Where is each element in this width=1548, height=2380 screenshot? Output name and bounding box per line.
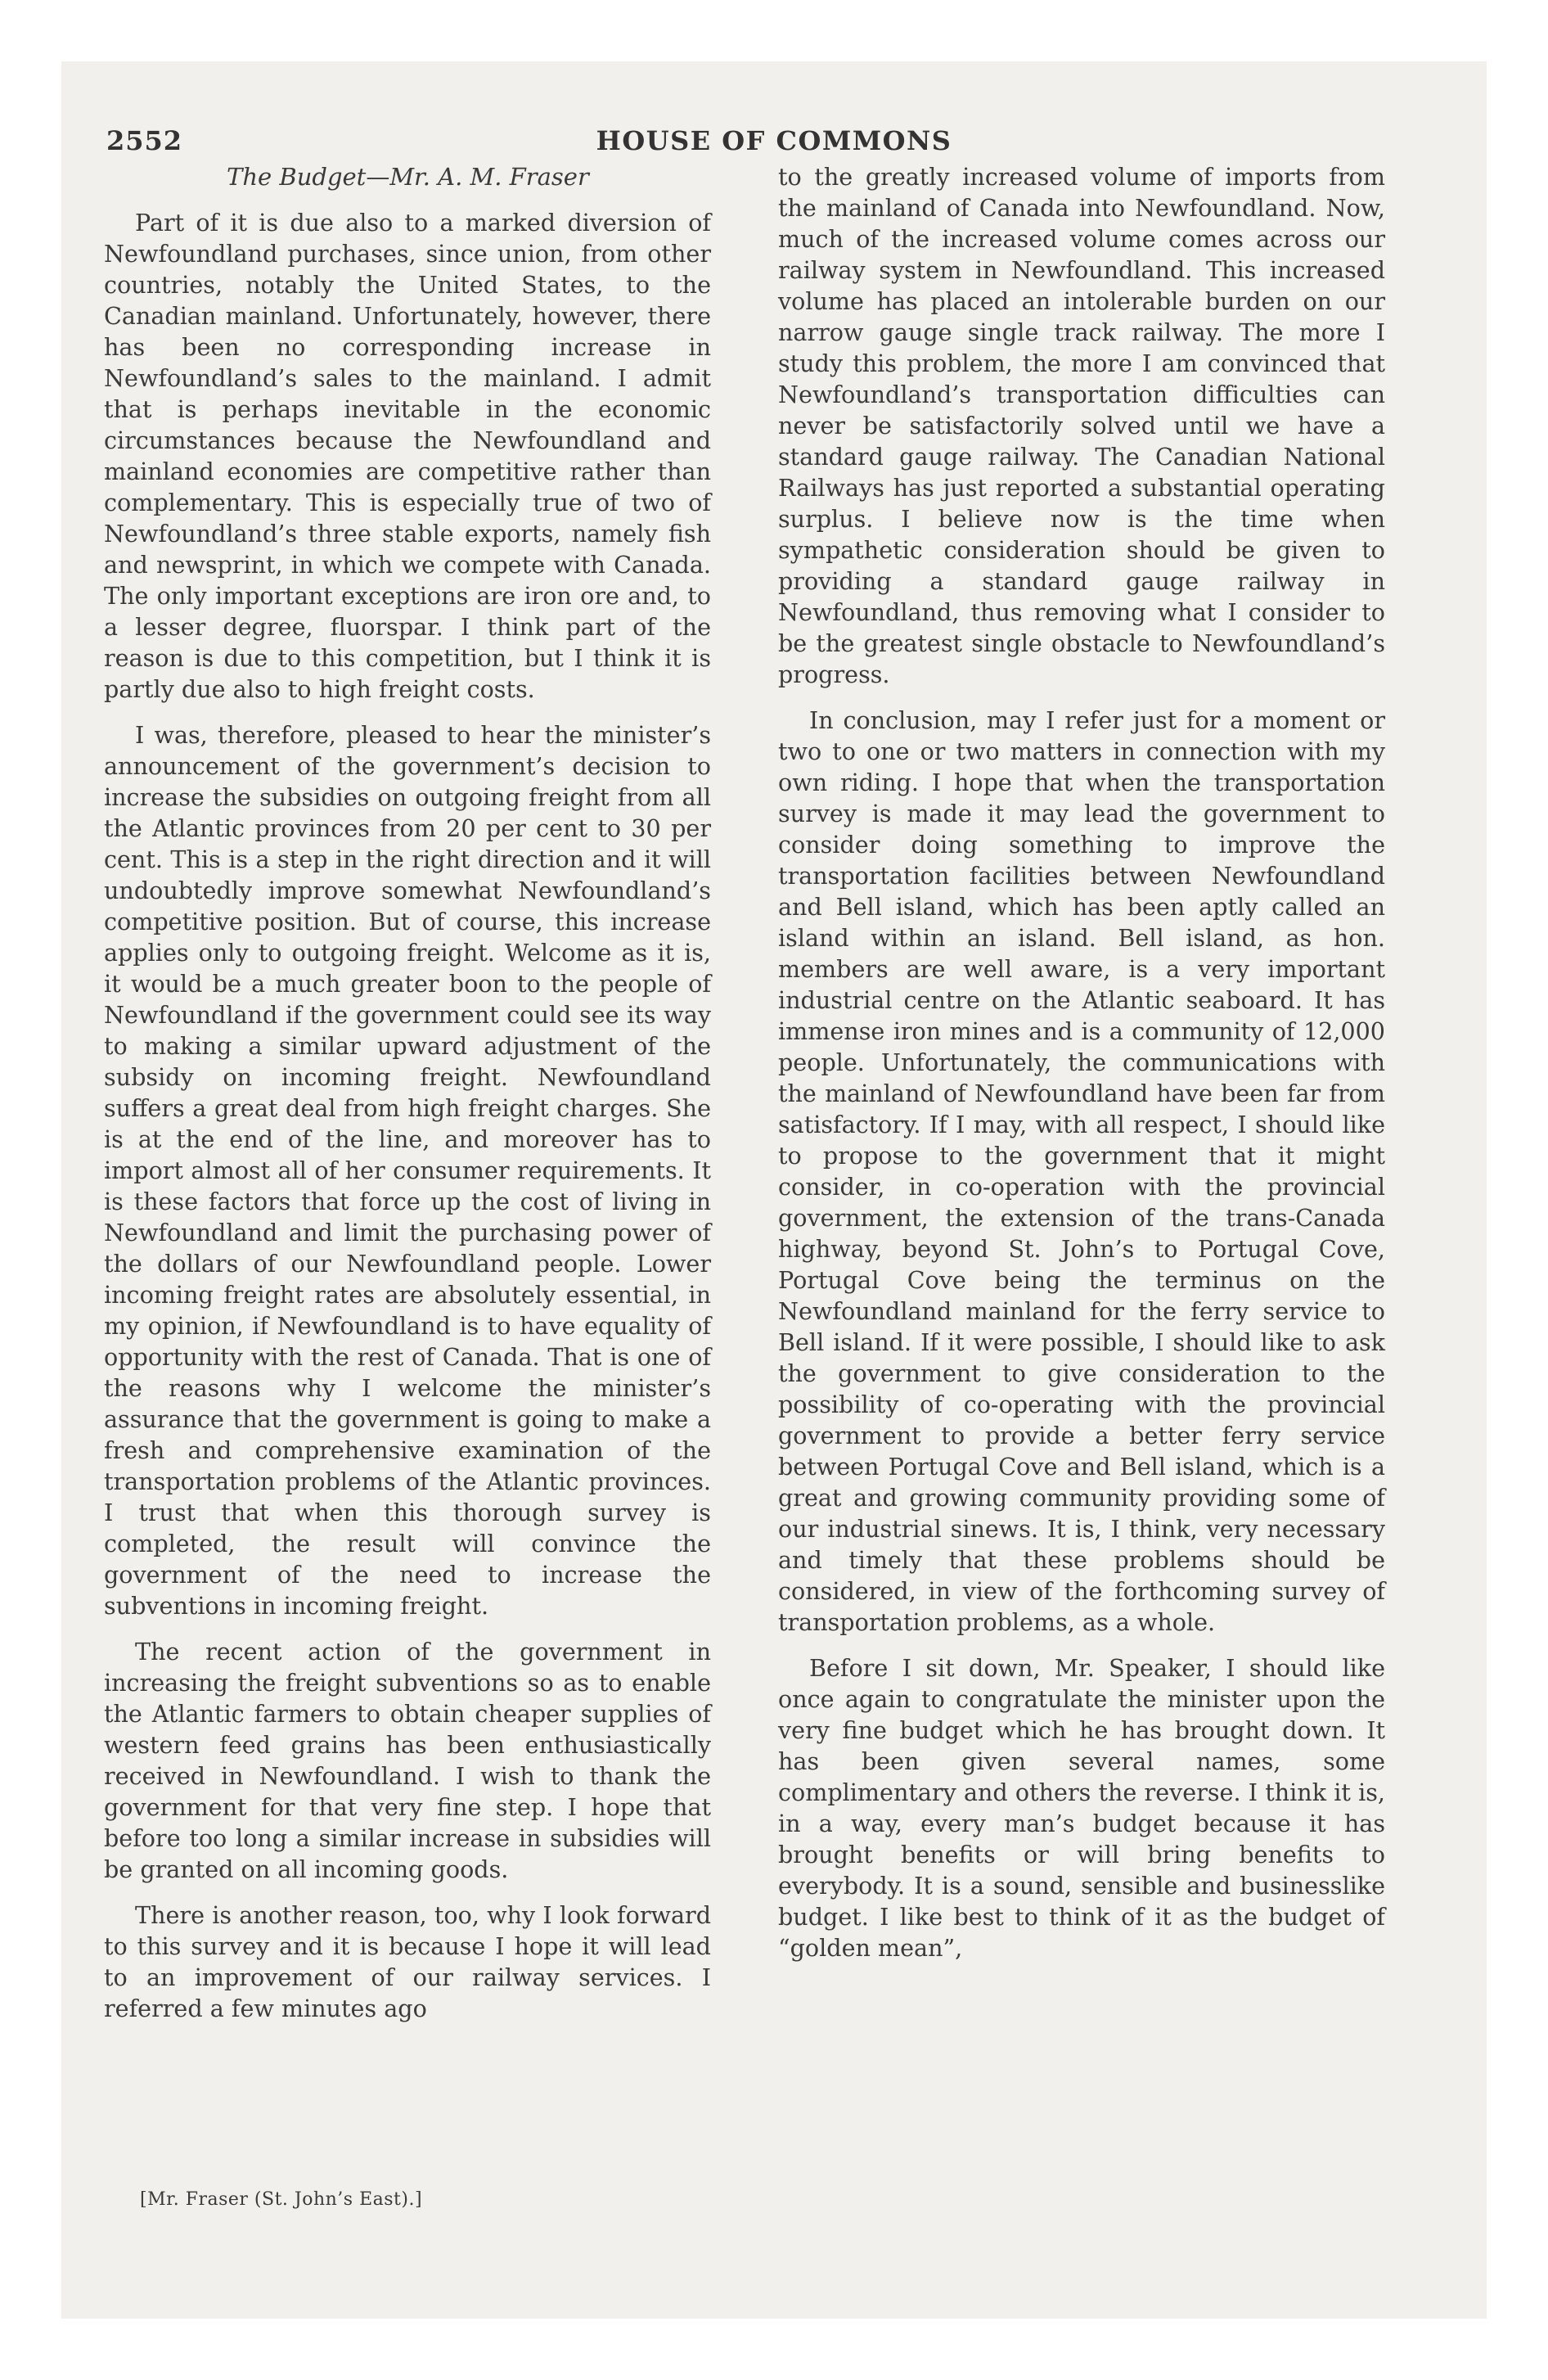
paragraph: to the greatly increased volume of imports from the mainland of Canada into Newfoundland. Now, much of the increased volume comes across our railway system in Newfoundland. This increased volume has placed an intolerable burden on our narrow gauge single track railway. The more I study this problem, the more I am convinced that Newfoundland’s transportation difficulties can never be satisfactorily solved until we have a standard gauge railway. The Canadian National Railways has just reported a substantial operating surplus. I believe now is the time when sympathetic consideration should be given to providing a standard gauge railway in Newfoundland, thus removing what I consider to be the greatest single obstacle to Newfoundland’s progress. [778, 163, 1385, 688]
paragraph: Part of it is due also to a marked diversion of Newfoundland purchases, since union, from other countries, notably the United States, to the Canadian mainland. Unfortunately, however, there has been no corresponding increase in Newfoundland’s sales to the mainland. I admit that is perhaps inevitable in the economic circumstances because the Newfoundland and mainland economies are competitive rather than complementary. This is especially true of two of Newfoundland’s three stable exports, namely fish and newsprint, in which we compete with Canada. The only important exceptions are iron ore and, to a lesser degree, fluorspar. I think part of the reason is due to this competition, but I think it is partly due also to high freight costs. [104, 209, 711, 703]
page-number: 2552 [106, 125, 183, 156]
paragraph: In conclusion, may I refer just for a moment or two to one or two matters in connection with my own riding. I hope that when the transportation survey is made it may lead the government to consider doing something to improve the transportation facilities between Newfoundland and Bell island, which has been aptly called an island within an island. Bell island, as hon. members are well aware, is a very important industrial centre on the Atlantic seaboard. It has immense iron mines and is a community of 12,000 people. Unfortunately, the communications with the mainland of Newfoundland have been far from satisfactory. If I may, with all respect, I should like to propose to the government that it might consider, in co-operation with the provincial government, the extension of the trans-Canada highway, beyond St. John’s to Portugal Cove, Portugal Cove being the terminus on the Newfoundland mainland for the ferry service to Bell island. If it were possible, I should like to ask the government to give consideration to the possibility of co-operating with the provincial government to provide a better ferry service between Portugal Cove and Bell island, which is a great and growing community providing some of our industrial sinews. It is, I think, very necessary and timely that these problems should be considered, in view of the forthcoming survey of transportation problems, as a whole. [778, 706, 1385, 1636]
section-title: The Budget—Mr. A. M. Fraser [227, 163, 589, 191]
paragraph: There is another reason, too, why I look forward to this survey and it is because I hope it will lead to an improvement of our railway services. I referred a few minutes ago [104, 1901, 711, 2022]
right-column [778, 161, 1385, 1978]
page [61, 61, 1487, 2319]
running-head: HOUSE OF COMMONS [596, 125, 952, 156]
paragraph: Before I sit down, Mr. Speaker, I should like once again to congratulate the minister upon the very fine budget which he has brought down. It has been given several names, some complimentary and others the reverse. I think it is, in a way, every man’s budget because it has brought benefits or will bring benefits to everybody. It is a sound, sensible and businesslike budget. I like best to think of it as the budget of “golden mean”, [778, 1654, 1385, 1962]
left-column [104, 161, 711, 2039]
paragraph: The recent action of the government in increasing the freight subventions so as to enable the Atlantic farmers to obtain cheaper supplies of western feed grains has been enthusiastically received in Newfoundland. I wish to thank the government for that very fine step. I hope that before too long a similar increase in subsidies will be granted on all incoming goods. [104, 1638, 711, 1883]
paragraph: I was, therefore, pleased to hear the minister’s announcement of the government’s decision to increase the subsidies on outgoing freight from all the Atlantic provinces from 20 per cent to 30 per cent. This is a step in the right direction and it will undoubtedly improve somewhat Newfoundland’s competitive position. But of course, this increase applies only to outgoing freight. Welcome as it is, it would be a much greater boon to the people of Newfoundland if the government could see its way to making a similar upward adjustment of the subsidy on incoming freight. Newfoundland suffers a great deal from high freight charges. She is at the end of the line, and moreover has to import almost all of her consumer requirements. It is these factors that force up the cost of living in Newfoundland and limit the purchasing power of the dollars of our Newfoundland people. Lower incoming freight rates are absolutely essential, in my opinion, if Newfoundland is to have equality of opportunity with the rest of Canada. That is one of the reasons why I welcome the minister’s assurance that the government is going to make a fresh and comprehensive examination of the transportation problems of the Atlantic provinces. I trust that when this thorough survey is completed, the result will convince the government of the need to increase the subventions in incoming freight. [104, 721, 711, 1620]
speaker-footnote: [Mr. Fraser (St. John’s East).] [140, 2189, 423, 2210]
